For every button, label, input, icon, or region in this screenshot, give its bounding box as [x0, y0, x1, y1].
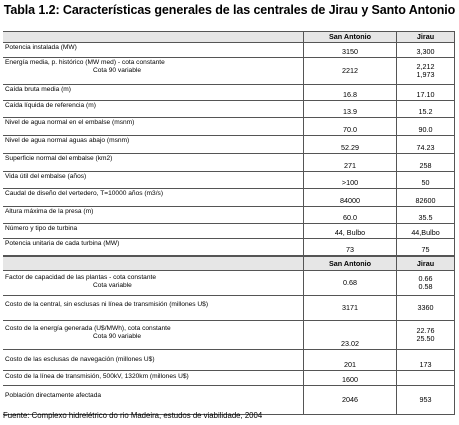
table-row: Caída líquida de referencia (m) 13.9 15.2: [3, 101, 455, 118]
table-row: Potencia unitaria de cada turbina (MW) 73 75: [3, 239, 455, 256]
table-row: Nivel de agua normal aguas abajo (msnm) 52.29 74.23: [3, 136, 455, 154]
table-title: Tabla 1.2: Características generales de las centrales de Jirau y Santo Antonio: [3, 3, 456, 17]
table-row: Caudal de diseño del vertedero, T=10000 años (m3/s) 84000 82600: [3, 189, 455, 207]
table-row: Nivel de agua normal en el embalse (msnm) 70.0 90.0: [3, 118, 455, 136]
table-row: Factor de capacidad de las plantas - cota constante Cota variable 0.68 0.66 0.58: [3, 271, 455, 296]
table-row: Costo de la energía generada (U$/MWh), cota constante Cota 90 variable 23.02 22.76 25.50: [3, 321, 455, 350]
subheader-jirau: Jirau: [396, 257, 455, 270]
table-header-row: [3, 31, 455, 43]
subheader-san-antonio: San Antonio: [303, 257, 396, 270]
table-row: Altura máxima de la presa (m) 60.0 35.5: [3, 207, 455, 224]
table-row: Costo de la central, sin esclusas ni línea de transmisión (millones U$) 3171 3360: [3, 296, 455, 321]
characteristics-table: [3, 31, 455, 415]
table-row: Potencia instalada (MW) 3150 3,300: [3, 43, 455, 58]
table-row: Superficie normal del embalse (km2) 271 258: [3, 154, 455, 172]
source-note: Fuente: Complexo hidrelétrico do rio Madeira, estudos de viabilidade, 2004: [3, 411, 263, 420]
table-row: Costo de las esclusas de navegación (millones U$) 201 173: [3, 350, 455, 371]
table-subheader-row: [3, 256, 455, 271]
table-row: Energía media, p. histórico (MW med) - cota constante Cota 90 variable 2212 2,212 1,973: [3, 58, 455, 85]
header-jirau: Jirau: [396, 32, 455, 42]
header-san-antonio: San Antonio: [303, 32, 396, 42]
table-row: Vida útil del embalse (años) >100 50: [3, 172, 455, 189]
table-row: Número y tipo de turbina 44, Bulbo 44,Bulbo: [3, 224, 455, 239]
table-row: Población directamente afectada 2046 953: [3, 386, 455, 415]
table-row: Costo de la línea de transmisión, 500kV, 1320km (millones U$) 1600: [3, 371, 455, 386]
table-row: Caída bruta media (m) 16.8 17.10: [3, 85, 455, 101]
